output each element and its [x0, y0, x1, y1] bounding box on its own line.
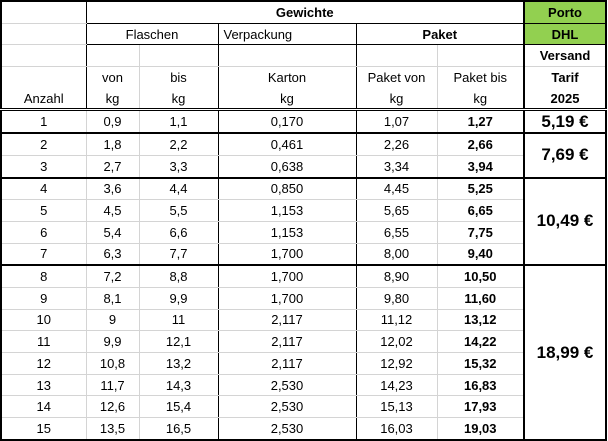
paket-bis-unit: kg [437, 88, 524, 110]
paket-von-cell: 3,34 [356, 155, 437, 177]
empty-cell [356, 45, 437, 67]
flaschen-von-cell: 3,6 [86, 178, 139, 200]
anzahl-cell: 4 [1, 178, 86, 200]
flaschen-bis-cell: 1,1 [139, 110, 218, 133]
karton-cell: 0,638 [218, 155, 356, 177]
karton-cell: 2,530 [218, 396, 356, 418]
flaschen-von-cell: 10,8 [86, 353, 139, 375]
flaschen-bis-cell: 2,2 [139, 133, 218, 155]
paket-bis-cell: 5,25 [437, 178, 524, 200]
anzahl-cell: 2 [1, 133, 86, 155]
anzahl-cell: 1 [1, 110, 86, 133]
paket-von-cell: 4,45 [356, 178, 437, 200]
dhl-heading: DHL [524, 23, 606, 45]
paket-von-cell: 5,65 [356, 200, 437, 222]
karton-cell: 2,530 [218, 418, 356, 440]
karton-cell: 0,170 [218, 110, 356, 133]
flaschen-bis-cell: 7,7 [139, 243, 218, 265]
paket-von-heading: Paket von [356, 67, 437, 88]
tarif-price-cell: 5,19 € [524, 110, 606, 133]
flaschen-bis-cell: 14,3 [139, 374, 218, 396]
table-row [1, 265, 606, 287]
flaschen-von-cell: 7,2 [86, 265, 139, 287]
empty-cell [1, 67, 86, 88]
empty-cell [1, 1, 86, 23]
paket-bis-cell: 17,93 [437, 396, 524, 418]
paket-bis-heading: Paket bis [437, 67, 524, 88]
header-row-4 [1, 67, 606, 88]
table-row [1, 155, 606, 177]
bis-unit: kg [139, 88, 218, 110]
table-row [1, 374, 606, 396]
anzahl-cell: 13 [1, 374, 86, 396]
table-row [1, 287, 606, 309]
tarif-price-cell: 7,69 € [524, 133, 606, 177]
anzahl-cell: 7 [1, 243, 86, 265]
paket-von-cell: 12,92 [356, 353, 437, 375]
paket-bis-cell: 16,83 [437, 374, 524, 396]
paket-bis-cell: 3,94 [437, 155, 524, 177]
paket-von-cell: 15,13 [356, 396, 437, 418]
paket-von-cell: 6,55 [356, 221, 437, 243]
table-row [1, 221, 606, 243]
paket-von-cell: 8,00 [356, 243, 437, 265]
karton-cell: 2,117 [218, 331, 356, 353]
flaschen-bis-cell: 3,3 [139, 155, 218, 177]
empty-cell [1, 23, 86, 45]
flaschen-von-cell: 13,5 [86, 418, 139, 440]
table-row [1, 200, 606, 222]
flaschen-von-cell: 9 [86, 309, 139, 331]
paket-von-cell: 1,07 [356, 110, 437, 133]
table-row [1, 331, 606, 353]
paket-heading: Paket [356, 23, 524, 45]
paket-bis-cell: 10,50 [437, 265, 524, 287]
table-row [1, 418, 606, 440]
paket-bis-cell: 1,27 [437, 110, 524, 133]
paket-von-cell: 12,02 [356, 331, 437, 353]
karton-cell: 0,461 [218, 133, 356, 155]
anzahl-cell: 15 [1, 418, 86, 440]
porto-heading: Porto [524, 1, 606, 23]
paket-bis-cell: 9,40 [437, 243, 524, 265]
anzahl-cell: 10 [1, 309, 86, 331]
karton-cell: 1,700 [218, 287, 356, 309]
flaschen-bis-cell: 8,8 [139, 265, 218, 287]
flaschen-von-cell: 11,7 [86, 374, 139, 396]
anzahl-cell: 8 [1, 265, 86, 287]
paket-von-unit: kg [356, 88, 437, 110]
flaschen-heading: Flaschen [86, 23, 218, 45]
paket-bis-cell: 15,32 [437, 353, 524, 375]
header-row-5 [1, 88, 606, 110]
table-row [1, 396, 606, 418]
flaschen-bis-cell: 16,5 [139, 418, 218, 440]
flaschen-bis-cell: 5,5 [139, 200, 218, 222]
paket-bis-cell: 2,66 [437, 133, 524, 155]
table-row [1, 178, 606, 200]
header-row-1 [1, 1, 606, 23]
tarif-heading: Tarif [524, 67, 606, 88]
karton-unit: kg [218, 88, 356, 110]
anzahl-cell: 3 [1, 155, 86, 177]
table-row [1, 110, 606, 133]
empty-cell [437, 45, 524, 67]
flaschen-von-cell: 6,3 [86, 243, 139, 265]
flaschen-bis-cell: 15,4 [139, 396, 218, 418]
anzahl-cell: 12 [1, 353, 86, 375]
paket-bis-cell: 11,60 [437, 287, 524, 309]
empty-cell [1, 45, 86, 67]
flaschen-bis-cell: 6,6 [139, 221, 218, 243]
table-row [1, 309, 606, 331]
karton-cell: 2,117 [218, 309, 356, 331]
table-row [1, 133, 606, 155]
flaschen-bis-cell: 12,1 [139, 331, 218, 353]
paket-bis-cell: 14,22 [437, 331, 524, 353]
header-row-2 [1, 23, 606, 45]
table-row [1, 353, 606, 375]
karton-heading: Karton [218, 67, 356, 88]
versand-heading: Versand [524, 45, 606, 67]
anzahl-cell: 11 [1, 331, 86, 353]
empty-cell [218, 45, 356, 67]
paket-bis-cell: 19,03 [437, 418, 524, 440]
von-unit: kg [86, 88, 139, 110]
flaschen-von-cell: 12,6 [86, 396, 139, 418]
flaschen-bis-cell: 4,4 [139, 178, 218, 200]
flaschen-von-cell: 1,8 [86, 133, 139, 155]
paket-von-cell: 8,90 [356, 265, 437, 287]
paket-von-cell: 9,80 [356, 287, 437, 309]
anzahl-cell: 6 [1, 221, 86, 243]
paket-von-cell: 14,23 [356, 374, 437, 396]
table-row [1, 243, 606, 265]
flaschen-von-cell: 4,5 [86, 200, 139, 222]
karton-cell: 1,153 [218, 200, 356, 222]
karton-cell: 1,700 [218, 243, 356, 265]
year-heading: 2025 [524, 88, 606, 110]
flaschen-von-cell: 2,7 [86, 155, 139, 177]
karton-cell: 1,153 [218, 221, 356, 243]
paket-bis-cell: 13,12 [437, 309, 524, 331]
empty-cell [139, 45, 218, 67]
anzahl-heading: Anzahl [1, 88, 86, 110]
flaschen-von-cell: 8,1 [86, 287, 139, 309]
tarif-price-cell: 18,99 € [524, 265, 606, 440]
karton-cell: 2,117 [218, 353, 356, 375]
flaschen-bis-cell: 9,9 [139, 287, 218, 309]
paket-bis-cell: 7,75 [437, 221, 524, 243]
paket-von-cell: 16,03 [356, 418, 437, 440]
flaschen-bis-cell: 11 [139, 309, 218, 331]
anzahl-cell: 5 [1, 200, 86, 222]
paket-bis-cell: 6,65 [437, 200, 524, 222]
flaschen-bis-cell: 13,2 [139, 353, 218, 375]
karton-cell: 2,530 [218, 374, 356, 396]
paket-von-cell: 11,12 [356, 309, 437, 331]
anzahl-cell: 14 [1, 396, 86, 418]
von-heading: von [86, 67, 139, 88]
paket-von-cell: 2,26 [356, 133, 437, 155]
flaschen-von-cell: 9,9 [86, 331, 139, 353]
empty-cell [86, 45, 139, 67]
header-row-3 [1, 45, 606, 67]
karton-cell: 0,850 [218, 178, 356, 200]
flaschen-von-cell: 0,9 [86, 110, 139, 133]
karton-cell: 1,700 [218, 265, 356, 287]
bis-heading: bis [139, 67, 218, 88]
gewichte-heading: Gewichte [86, 1, 524, 23]
tarif-price-cell: 10,49 € [524, 178, 606, 266]
flaschen-von-cell: 5,4 [86, 221, 139, 243]
anzahl-cell: 9 [1, 287, 86, 309]
verpackung-heading: Verpackung [218, 23, 356, 45]
